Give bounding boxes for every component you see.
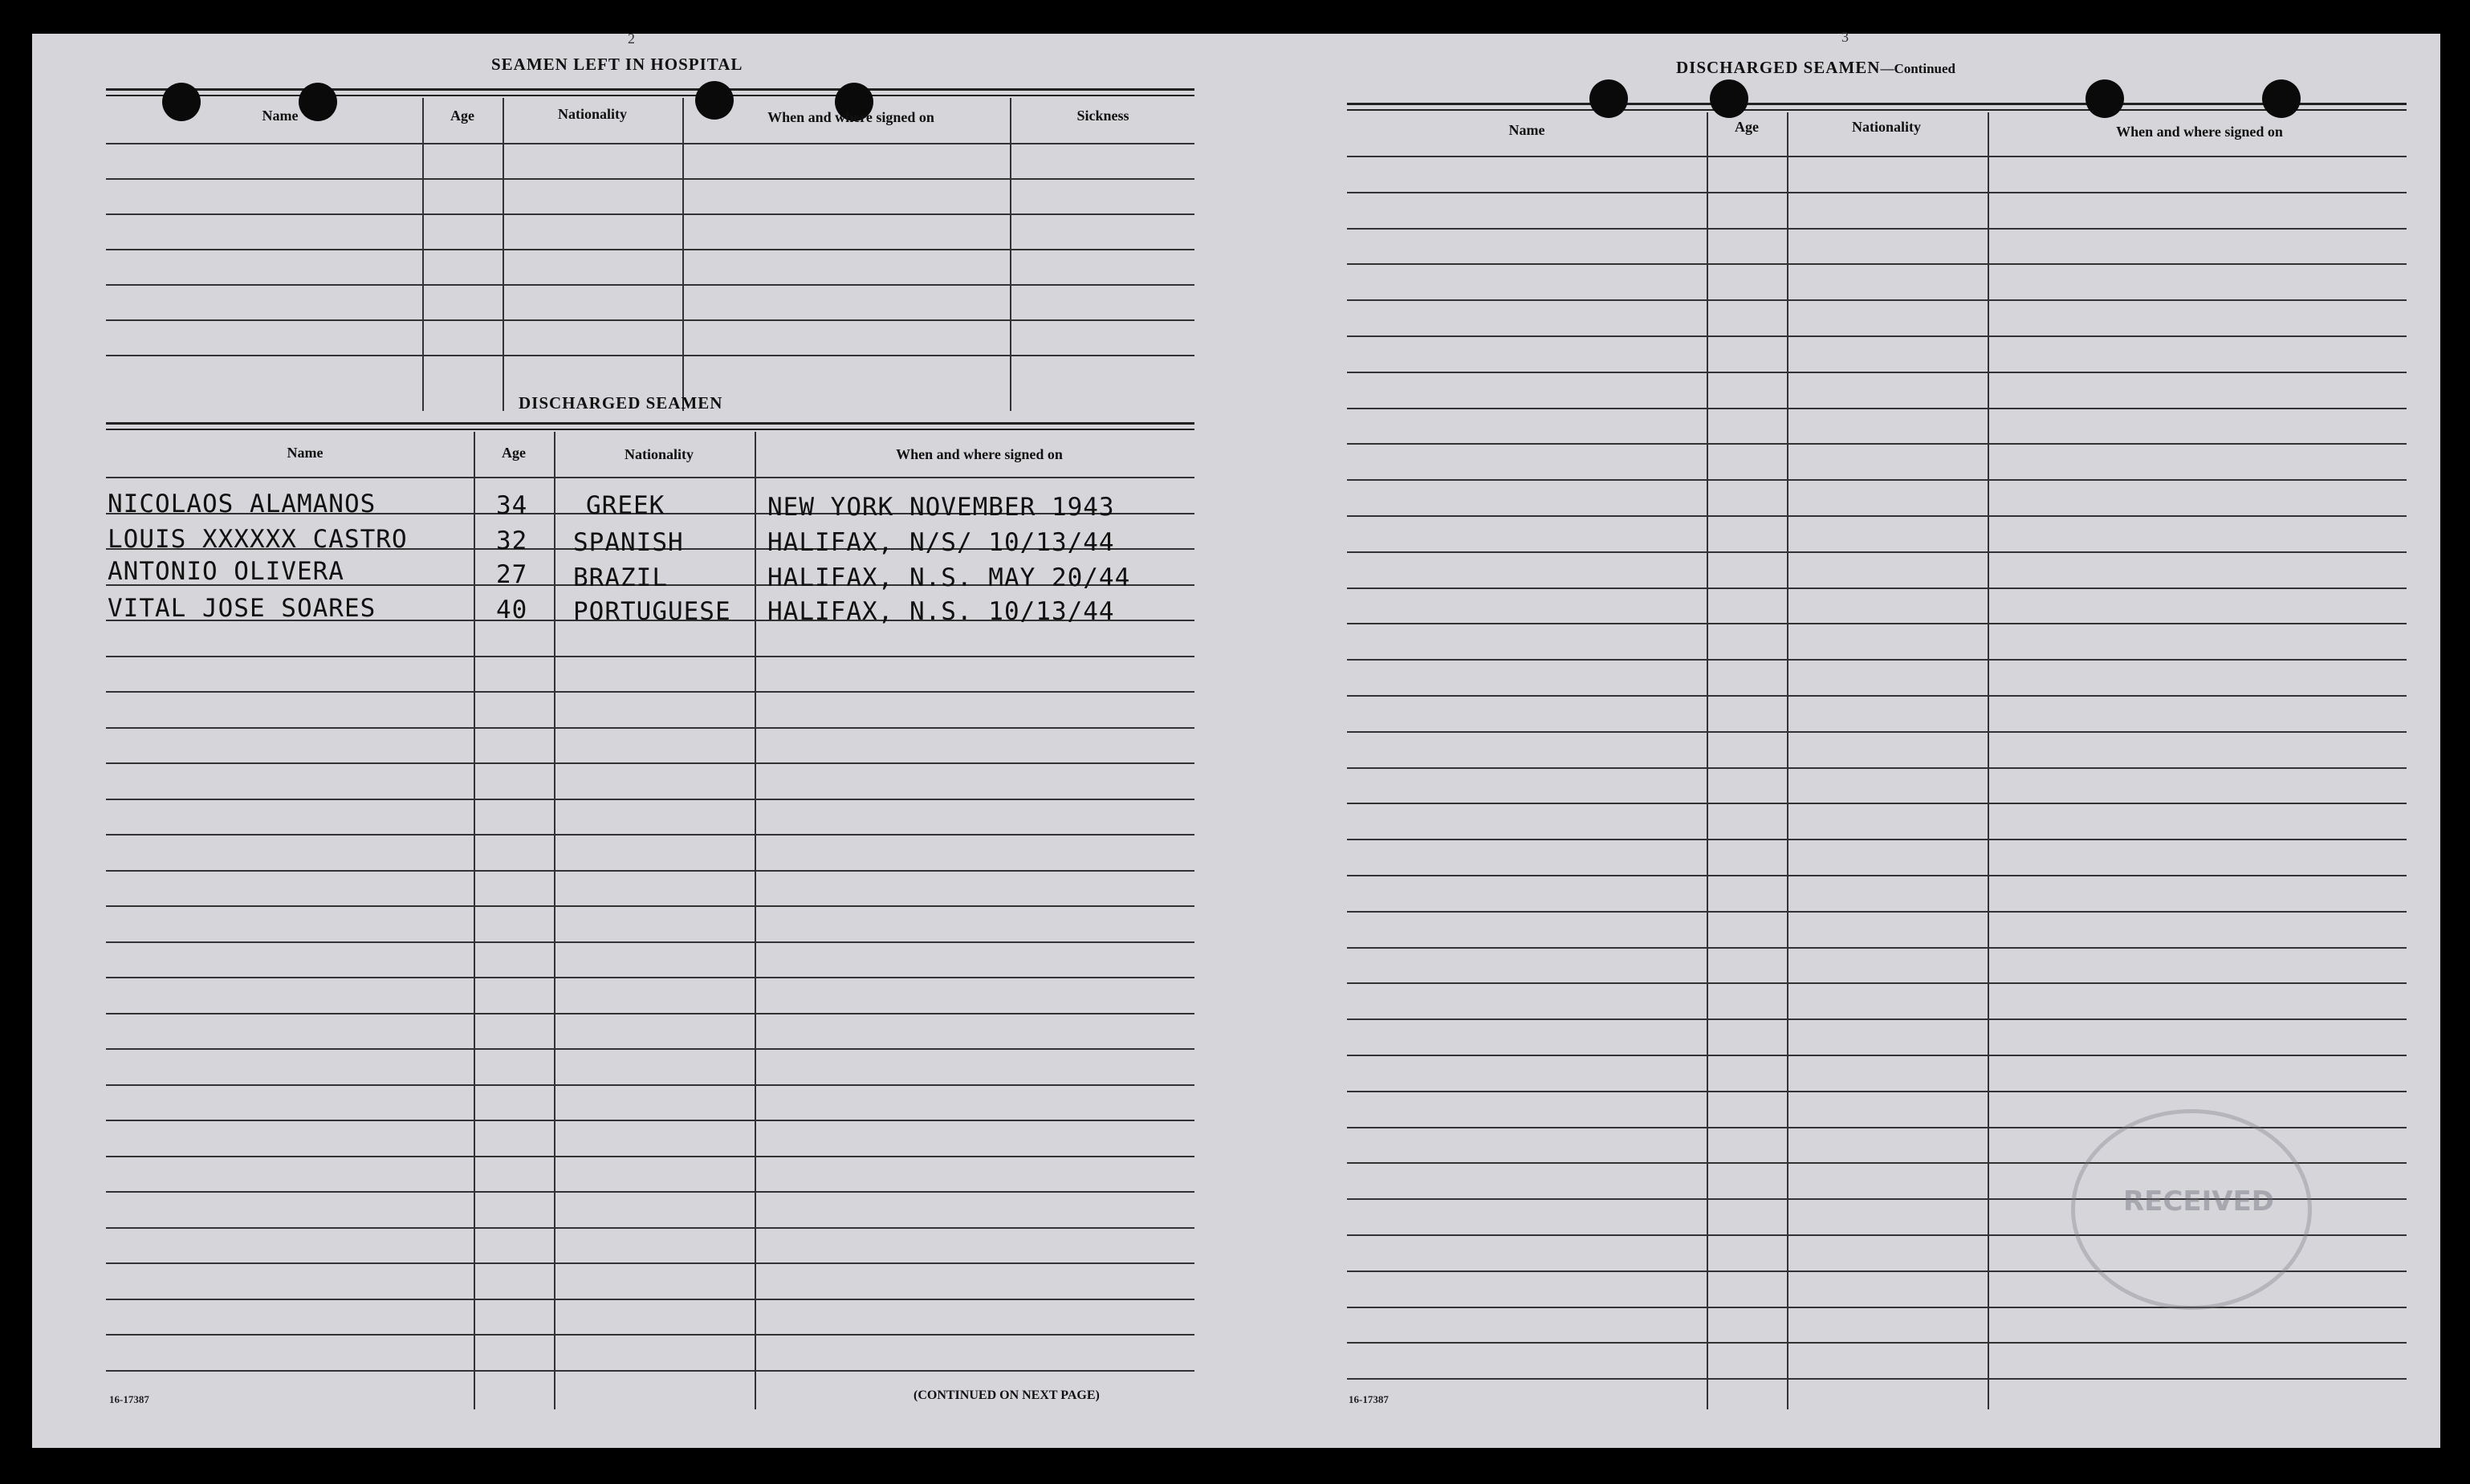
- ruled-line: [106, 799, 1194, 800]
- ruled-line: [1347, 263, 2407, 265]
- ruled-line: [1347, 156, 2407, 157]
- seaman-name: LOUIS XXXXXX CASTRO: [108, 525, 408, 554]
- seaman-name: ANTONIO OLIVERA: [108, 557, 344, 586]
- ruled-line: [1347, 515, 2407, 517]
- ruled-line: [1347, 372, 2407, 373]
- seaman-signed-on: NEW YORK NOVEMBER 1943: [767, 493, 1115, 522]
- ruled-line: [1347, 767, 2407, 769]
- ruled-line: [1347, 1018, 2407, 1020]
- ruled-line: [106, 941, 1194, 943]
- hospital-col-sickness: Sickness: [1076, 108, 1129, 124]
- discharged-section-title: DISCHARGED SEAMEN: [519, 393, 723, 413]
- discharged-continued-title: DISCHARGED SEAMEN—Continued: [1676, 58, 1955, 77]
- ruled-line: [106, 319, 1194, 321]
- document-paper: [32, 29, 2440, 1448]
- hospital-section-title: SEAMEN LEFT IN HOSPITAL: [491, 55, 743, 74]
- ruled-line: [106, 249, 1194, 250]
- ruled-line: [1347, 659, 2407, 661]
- ruled-line: [106, 977, 1194, 978]
- discharged-col-age: Age: [502, 445, 526, 461]
- right-col-nationality: Nationality: [1851, 119, 1921, 135]
- seaman-nationality: PORTUGUESE: [573, 597, 731, 626]
- hospital-col-age: Age: [450, 108, 474, 124]
- ruled-line: [1347, 982, 2407, 984]
- ruled-line: [106, 727, 1194, 729]
- right-col-age: Age: [1735, 119, 1759, 135]
- ruled-line: [106, 905, 1194, 907]
- right-form-number: 16-17387: [1349, 1393, 1389, 1405]
- ruled-line: [1347, 479, 2407, 481]
- hospital-col-nationality: Nationality: [557, 106, 627, 122]
- ruled-line: [1347, 623, 2407, 624]
- ruled-line: [106, 178, 1194, 180]
- ruled-line: [106, 213, 1194, 215]
- ruled-line: [1347, 1342, 2407, 1344]
- punch-hole: [2085, 79, 2124, 118]
- ruled-line: [106, 834, 1194, 836]
- seaman-signed-on: HALIFAX, N/S/ 10/13/44: [767, 528, 1115, 557]
- discharged-col-signed-on: When and where signed on: [896, 446, 1063, 462]
- seaman-age: 32: [496, 527, 528, 555]
- ruled-line: [1347, 228, 2407, 230]
- ruled-line: [1347, 335, 2407, 337]
- ruled-line: [106, 1191, 1194, 1193]
- ruled-line: [106, 284, 1194, 286]
- ruled-line: [1347, 1378, 2407, 1380]
- ruled-line: [1347, 875, 2407, 876]
- ruled-line: [106, 355, 1194, 356]
- ruled-line: [1347, 803, 2407, 804]
- seaman-nationality: SPANISH: [573, 528, 684, 557]
- ruled-line: [106, 762, 1194, 764]
- seaman-nationality: GREEK: [586, 491, 665, 520]
- ruled-line: [1347, 1307, 2407, 1308]
- ruled-line: [106, 1334, 1194, 1336]
- ruled-line: [1347, 192, 2407, 193]
- continued-note: (CONTINUED ON NEXT PAGE): [914, 1388, 1100, 1402]
- ruled-line: [1347, 1055, 2407, 1056]
- ruled-line: [1347, 551, 2407, 553]
- ruled-line: [106, 1013, 1194, 1014]
- ruled-line: [1347, 408, 2407, 409]
- hospital-col-signed-on: When and where signed on: [767, 109, 934, 125]
- ruled-line: [1347, 947, 2407, 949]
- left-page: [32, 30, 1220, 1448]
- ruled-line: [106, 1370, 1194, 1372]
- ruled-line: [1347, 839, 2407, 840]
- right-page-number: 3: [1841, 29, 1849, 45]
- hospital-top-rule: [106, 88, 1194, 91]
- ruled-line: [106, 477, 1194, 478]
- ruled-line: [106, 1048, 1194, 1050]
- punch-hole: [2262, 79, 2301, 118]
- ruled-line: [1347, 731, 2407, 733]
- ruled-line: [106, 143, 1194, 144]
- ruled-line: [1347, 1091, 2407, 1092]
- right-col-name: Name: [1508, 122, 1545, 138]
- ruled-line: [106, 870, 1194, 872]
- ruled-line: [1347, 443, 2407, 445]
- ruled-line: [1347, 911, 2407, 913]
- ruled-line: [1347, 299, 2407, 301]
- seaman-age: 40: [496, 596, 528, 624]
- seaman-age: 27: [496, 560, 528, 589]
- ruled-line: [1347, 695, 2407, 697]
- ruled-line: [106, 1299, 1194, 1300]
- discharged-col-name: Name: [287, 445, 324, 461]
- ruled-line: [106, 656, 1194, 657]
- hospital-col-name: Name: [262, 108, 299, 124]
- right-page: [1268, 29, 2440, 1448]
- seaman-nationality: BRAZIL: [573, 563, 668, 592]
- seaman-name: VITAL JOSE SOARES: [108, 594, 376, 623]
- received-stamp-text: RECEIVED: [2123, 1185, 2274, 1218]
- ruled-line: [1347, 588, 2407, 589]
- left-page-number: 2: [628, 30, 635, 47]
- ruled-line: [106, 1262, 1194, 1264]
- seaman-age: 34: [496, 491, 528, 520]
- ruled-line: [106, 1156, 1194, 1157]
- ruled-line: [106, 1120, 1194, 1121]
- punch-hole: [1710, 79, 1748, 118]
- form-number: 16-17387: [109, 1393, 149, 1405]
- ruled-line: [106, 1227, 1194, 1229]
- seaman-name: NICOLAOS ALAMANOS: [108, 490, 376, 518]
- right-col-signed-on: When and where signed on: [2116, 124, 2283, 140]
- received-stamp: [2071, 1109, 2312, 1310]
- ruled-line: [106, 1084, 1194, 1086]
- ruled-line: [106, 691, 1194, 693]
- seaman-signed-on: HALIFAX, N.S. 10/13/44: [767, 597, 1115, 626]
- discharged-col-nationality: Nationality: [624, 446, 694, 462]
- seaman-signed-on: HALIFAX, N.S. MAY 20/44: [767, 563, 1131, 592]
- punch-hole: [1589, 79, 1628, 118]
